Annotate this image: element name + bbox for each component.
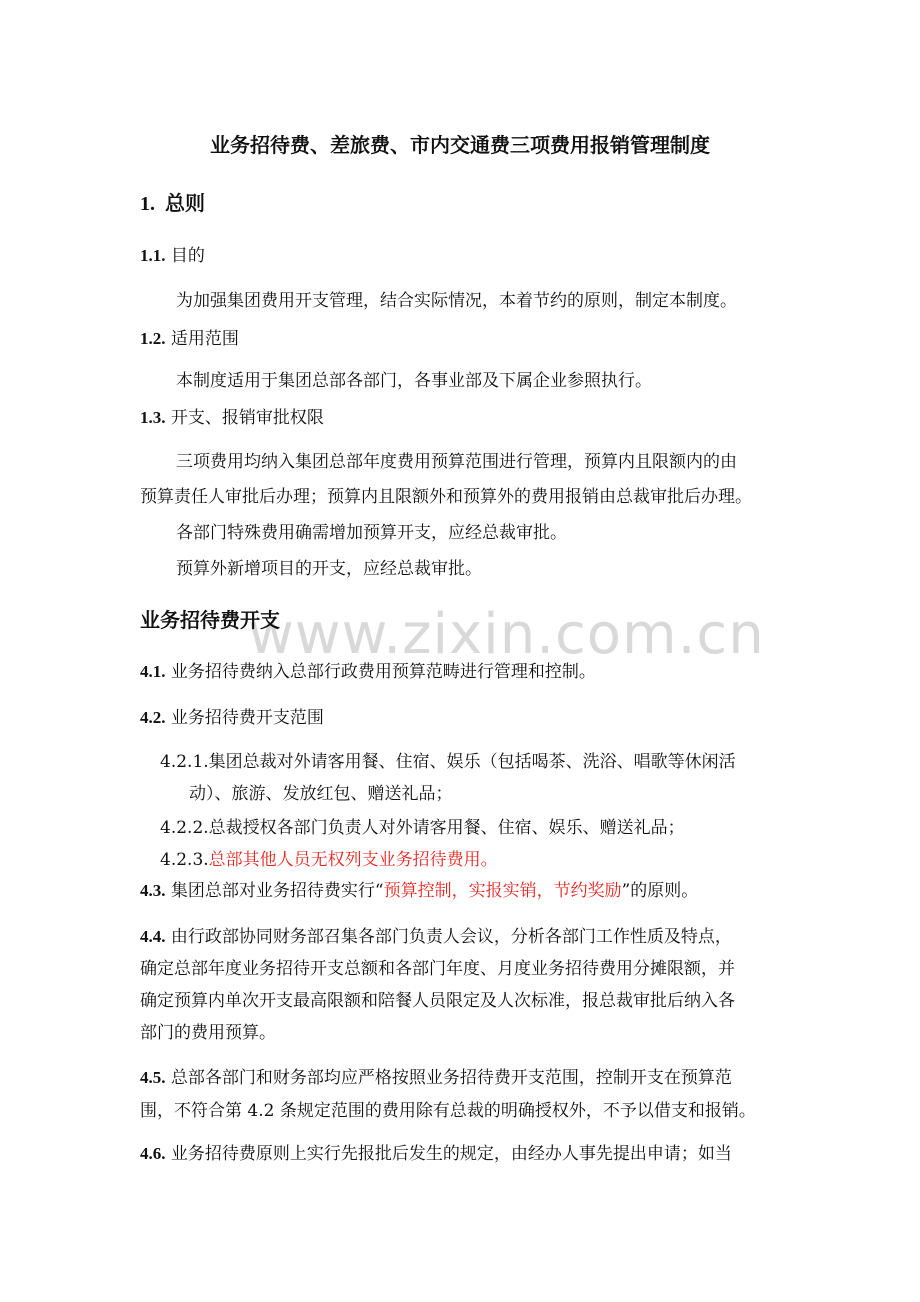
clause-label: 业务招待费开支范围 [170,708,324,728]
clause-number: 4.1. [140,662,166,681]
clause-text: 业务招待费原则上实行先报批后发生的规定，由经办人事先提出申请；如当 [170,1144,732,1164]
clause-number: 1.1. [140,246,166,265]
item-number: 4.2.3. [160,850,209,870]
item-number: 4.2.1. [160,752,209,772]
clause-label: 目的 [170,246,205,266]
clause-label: 适用范围 [170,329,239,349]
item-text: 集团总裁对外请客用餐、住宿、娱乐（包括喝茶、洗浴、唱歌等休闲活 [208,752,736,772]
clause-4-3 [140,880,698,902]
clause-text: ”的原则。 [621,881,699,901]
clause-number: 4.5. [140,1068,166,1087]
section-title: 总则 [165,191,205,215]
clause-1-1 [140,245,205,267]
clause-text: 业务招待费纳入总部行政费用预算范畴进行管理和控制。 [170,662,596,682]
clause-1-3-para1-line2: 预算责任人审批后办理；预算内且限额外和预算外的费用报销由总裁审批后办理。 [140,487,752,507]
clause-text: 集团总部对业务招待费实行“ [170,881,384,901]
watermark: www.zixin.com.cn [248,602,765,667]
clause-1-3 [140,407,324,429]
item-4-2-1-line2: 动）、旅游、发放红包、赠送礼品； [189,784,453,804]
item-number: 4.2.2. [160,818,209,838]
clause-1-2-body: 本制度适用于集团总部各部门，各事业部及下属企业参照执行。 [176,371,652,391]
clause-4-5-line1 [140,1067,732,1089]
clause-number: 4.6. [140,1144,166,1163]
clause-4-1 [140,661,596,683]
clause-1-1-body: 为加强集团费用开支管理，结合实际情况，本着节约的原则，制定本制度。 [176,291,737,311]
clause-4-5-line2: 围，不符合第 4.2 条规定范围的费用除有总裁的明确授权外，不予以借支和报销。 [140,1101,756,1121]
clause-4-6-line1 [140,1143,732,1165]
clause-1-3-para1-line1: 三项费用均纳入集团总部年度费用预算范围进行管理，预算内且限额内的由 [176,452,737,472]
clause-4-4-line4: 部门的费用预算。 [140,1023,276,1043]
clause-label: 开支、报销审批权限 [170,408,324,428]
clause-text: 总部各部门和财务部均应严格按照业务招待费开支范围，控制开支在预算范 [170,1068,732,1088]
item-text-highlight: 总部其他人员无权列支业务招待费用。 [208,850,498,870]
clause-4-4-line1 [140,926,732,948]
clause-number: 4.4. [140,927,166,946]
clause-1-3-para3: 预算外新增项目的开支，应经总裁审批。 [176,559,482,579]
item-text: 总裁授权各部门负责人对外请客用餐、住宿、娱乐、赠送礼品； [208,818,685,838]
item-4-2-3 [160,849,498,871]
clause-number: 1.3. [140,408,166,427]
clause-number: 4.2. [140,708,166,727]
clause-text-highlight: 预算控制，实报实销，节约奖励 [383,881,622,901]
clause-1-3-para2: 各部门特殊费用确需增加预算开支，应经总裁审批。 [176,523,567,543]
clause-4-2 [140,707,324,729]
section-1-heading [140,190,205,217]
clause-number: 4.3. [140,881,166,900]
clause-number: 1.2. [140,329,166,348]
clause-4-4-line2: 确定总部年度业务招待开支总额和各部门年度、月度业务招待费用分摊限额，并 [140,959,735,979]
document-title: 业务招待费、差旅费、市内交通费三项费用报销管理制度 [210,133,710,157]
clause-text: 由行政部协同财务部召集各部门负责人会议，分析各部门工作性质及特点， [170,927,732,947]
clause-4-4-line3: 确定预算内单次开支最高限额和陪餐人员限定及人次标准，报总裁审批后纳入各 [140,991,735,1011]
item-4-2-2 [160,817,685,839]
section-number: 1. [140,193,155,215]
clause-1-2 [140,328,239,350]
item-4-2-1-line1 [160,751,736,773]
section-4-heading: 业务招待费开支 [140,608,280,632]
